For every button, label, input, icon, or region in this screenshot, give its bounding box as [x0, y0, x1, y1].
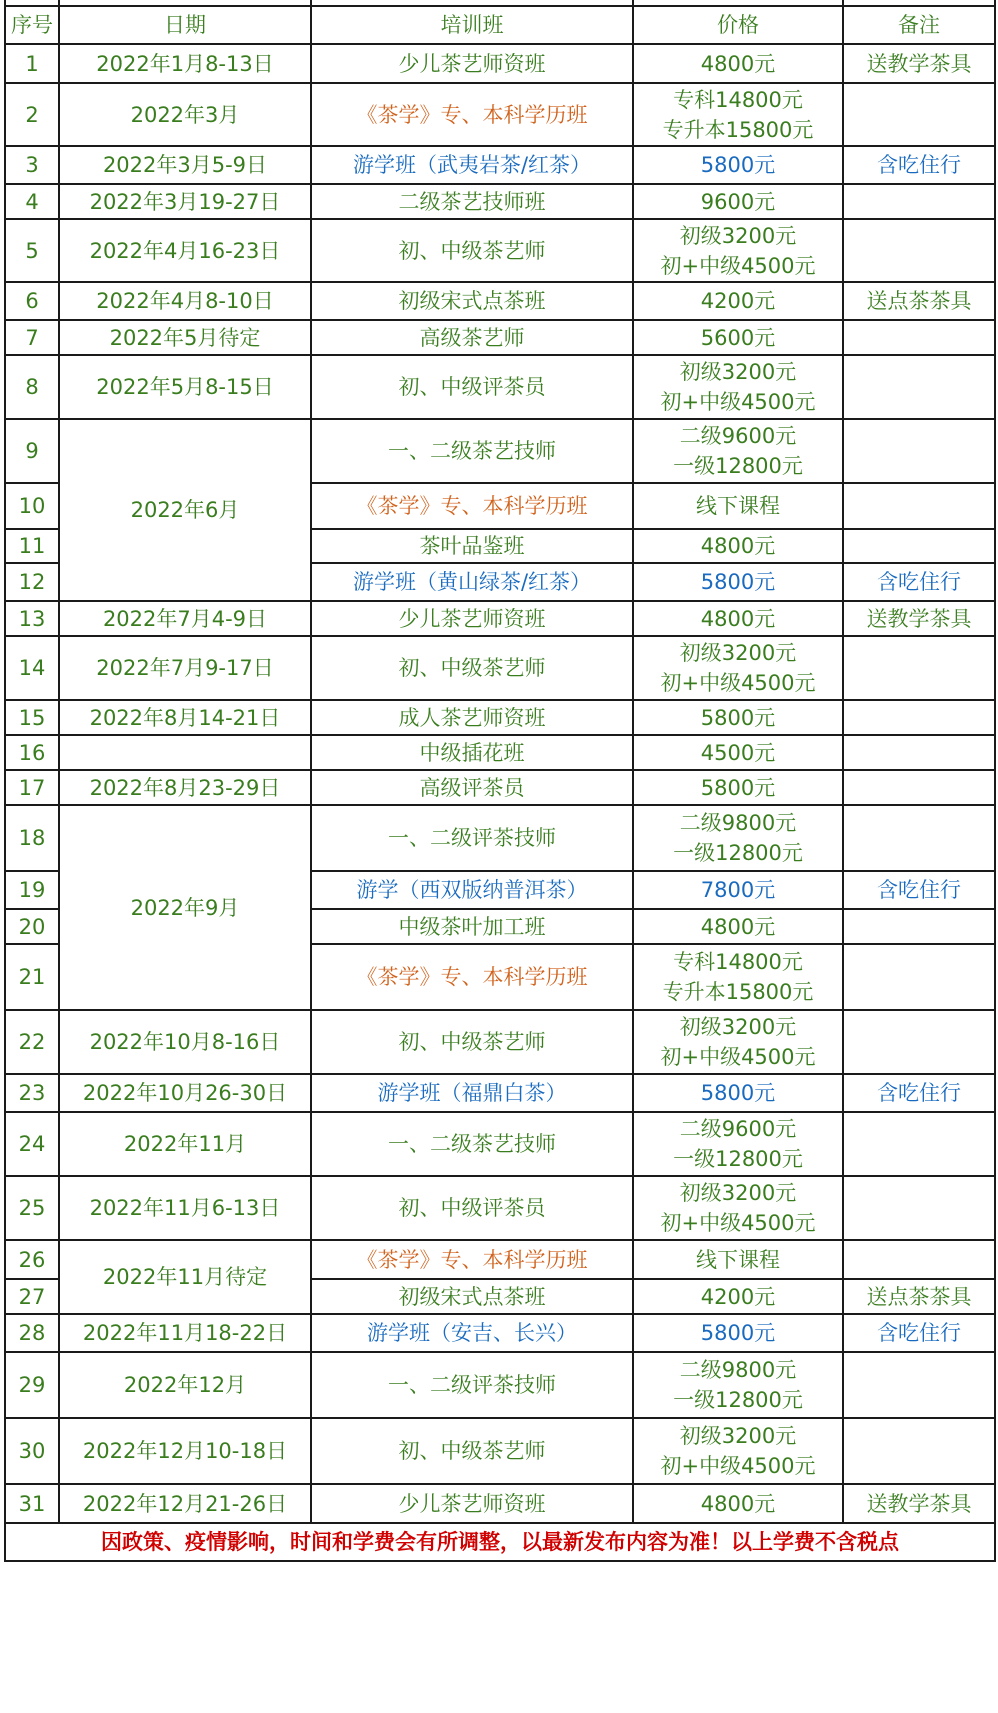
table-row — [5, 146, 995, 184]
row-number-cell: 21 — [5, 944, 59, 1010]
course-cell: 高级茶艺师 — [311, 320, 633, 355]
price-cell — [633, 871, 843, 909]
row-number-cell: 4 — [5, 184, 59, 219]
course-cell: 游学（西双版纳普洱茶） — [311, 871, 633, 909]
course-cell: 茶叶品鉴班 — [311, 529, 633, 563]
price-cell — [633, 483, 843, 529]
price-cell — [633, 146, 843, 184]
table-row — [5, 700, 995, 735]
course-cell: 成人茶艺师资班 — [311, 700, 633, 735]
date-cell: 2022年12月 — [59, 1352, 311, 1418]
table-row — [5, 320, 995, 355]
remark-cell — [843, 320, 995, 355]
price-line: 4800元 — [700, 51, 776, 76]
date-cell: 2022年8月14-21日 — [59, 700, 311, 735]
table-row — [5, 1314, 995, 1352]
row-number-cell: 31 — [5, 1484, 59, 1523]
course-cell: 初、中级茶艺师 — [311, 1418, 633, 1484]
course-cell: 初级宋式点茶班 — [311, 282, 633, 320]
course-cell: 游学班（黄山绿茶/红茶） — [311, 563, 633, 601]
price-cell — [633, 770, 843, 805]
schedule-table-container — [4, 0, 994, 1562]
date-cell: 2022年11月待定 — [59, 1240, 311, 1314]
price-line: 专科14800元 — [673, 950, 803, 974]
price-line: 初+中级4500元 — [660, 390, 816, 414]
course-cell: 《茶学》专、本科学历班 — [311, 944, 633, 1010]
price-line: 初级3200元 — [679, 641, 797, 665]
course-cell: 初、中级茶艺师 — [311, 219, 633, 282]
remark-cell — [843, 1176, 995, 1240]
price-line: 专升本15800元 — [662, 117, 814, 142]
course-cell: 中级插花班 — [311, 735, 633, 770]
price-cell — [633, 601, 843, 636]
course-cell: 《茶学》专、本科学历班 — [311, 83, 633, 146]
course-cell: 初级宋式点茶班 — [311, 1279, 633, 1314]
price-line: 二级9600元 — [679, 1117, 797, 1141]
date-cell: 2022年4月8-10日 — [59, 282, 311, 320]
price-cell — [633, 1418, 843, 1484]
price-cell — [633, 1010, 843, 1074]
row-number-cell: 3 — [5, 146, 59, 184]
course-cell: 初、中级茶艺师 — [311, 1010, 633, 1074]
price-line: 初级3200元 — [679, 1181, 797, 1205]
row-number-cell: 23 — [5, 1074, 59, 1112]
price-cell — [633, 944, 843, 1010]
price-line: 5800元 — [700, 570, 776, 594]
row-number-cell: 26 — [5, 1240, 59, 1279]
price-line: 5800元 — [700, 1081, 776, 1105]
price-cell — [633, 1074, 843, 1112]
remark-cell: 含吃住行 — [843, 146, 995, 184]
row-number-cell: 22 — [5, 1010, 59, 1074]
price-line: 7800元 — [700, 878, 776, 902]
course-cell: 一、二级评茶技师 — [311, 1352, 633, 1418]
course-cell: 一、二级茶艺技师 — [311, 419, 633, 483]
remark-cell — [843, 636, 995, 700]
remark-cell — [843, 735, 995, 770]
date-cell: 2022年10月26-30日 — [59, 1074, 311, 1112]
table-row — [5, 1176, 995, 1240]
price-cell — [633, 563, 843, 601]
table-row — [5, 1484, 995, 1523]
row-number-cell: 25 — [5, 1176, 59, 1240]
table-row — [5, 1010, 995, 1074]
course-cell: 二级茶艺技师班 — [311, 184, 633, 219]
remark-cell — [843, 184, 995, 219]
price-cell — [633, 700, 843, 735]
price-cell — [633, 355, 843, 419]
remark-cell: 送教学茶具 — [843, 44, 995, 83]
date-cell: 2022年6月 — [59, 419, 311, 601]
date-cell: 2022年10月8-16日 — [59, 1010, 311, 1074]
table-row — [5, 1240, 995, 1279]
table-row — [5, 184, 995, 219]
remark-cell: 含吃住行 — [843, 1074, 995, 1112]
remark-cell — [843, 219, 995, 282]
row-number-cell: 2 — [5, 83, 59, 146]
price-cell — [633, 1314, 843, 1352]
price-cell — [633, 219, 843, 282]
price-cell — [633, 1484, 843, 1523]
row-number-cell: 30 — [5, 1418, 59, 1484]
remark-cell: 含吃住行 — [843, 563, 995, 601]
remark-cell: 含吃住行 — [843, 1314, 995, 1352]
price-cell — [633, 184, 843, 219]
date-cell — [59, 735, 311, 770]
remark-cell — [843, 1112, 995, 1176]
table-row — [5, 1074, 995, 1112]
price-cell — [633, 1352, 843, 1418]
remark-cell — [843, 1418, 995, 1484]
remark-cell — [843, 529, 995, 563]
course-cell: 游学班（武夷岩茶/红茶） — [311, 146, 633, 184]
remark-cell — [843, 770, 995, 805]
price-line: 专科14800元 — [673, 87, 803, 112]
notice-text: 因政策、疫情影响，时间和学费会有所调整，以最新发布内容为准！以上学费不含税点 — [5, 1523, 995, 1561]
price-line: 一级12800元 — [673, 454, 803, 478]
header-cell-course: 培训班 — [311, 6, 633, 44]
table-row — [5, 355, 995, 419]
remark-cell: 送教学茶具 — [843, 601, 995, 636]
price-line: 5800元 — [700, 1321, 776, 1345]
price-cell — [633, 44, 843, 83]
header-cell-date: 日期 — [59, 6, 311, 44]
row-number-cell: 12 — [5, 563, 59, 601]
table-row — [5, 419, 995, 483]
course-cell: 《茶学》专、本科学历班 — [311, 1240, 633, 1279]
course-cell: 少儿茶艺师资班 — [311, 1484, 633, 1523]
price-line: 初+中级4500元 — [660, 671, 816, 695]
row-number-cell: 8 — [5, 355, 59, 419]
row-number-cell: 1 — [5, 44, 59, 83]
row-number-cell: 17 — [5, 770, 59, 805]
table-row — [5, 83, 995, 146]
header-cell-no: 序号 — [5, 6, 59, 44]
course-schedule-table — [4, 0, 996, 1562]
date-cell: 2022年1月8-13日 — [59, 44, 311, 83]
price-line: 4800元 — [700, 534, 776, 558]
course-cell: 少儿茶艺师资班 — [311, 44, 633, 83]
course-cell: 中级茶叶加工班 — [311, 909, 633, 944]
price-line: 4500元 — [700, 740, 776, 765]
price-cell — [633, 1240, 843, 1279]
remark-cell: 含吃住行 — [843, 871, 995, 909]
price-line: 一级12800元 — [673, 1147, 803, 1171]
table-row — [5, 44, 995, 83]
course-cell: 初、中级评茶员 — [311, 1176, 633, 1240]
price-cell — [633, 529, 843, 563]
row-number-cell: 6 — [5, 282, 59, 320]
price-cell — [633, 282, 843, 320]
remark-cell — [843, 1010, 995, 1074]
table-row — [5, 282, 995, 320]
remark-cell — [843, 805, 995, 871]
price-cell — [633, 320, 843, 355]
price-line: 4800元 — [700, 914, 776, 939]
course-cell: 初、中级评茶员 — [311, 355, 633, 419]
row-number-cell: 20 — [5, 909, 59, 944]
date-cell: 2022年11月 — [59, 1112, 311, 1176]
row-number-cell: 29 — [5, 1352, 59, 1418]
remark-cell — [843, 700, 995, 735]
table-row — [5, 601, 995, 636]
course-cell: 一、二级评茶技师 — [311, 805, 633, 871]
date-cell: 2022年11月6-13日 — [59, 1176, 311, 1240]
table-row — [5, 219, 995, 282]
price-line: 初级3200元 — [679, 1424, 797, 1448]
price-cell — [633, 636, 843, 700]
row-number-cell: 24 — [5, 1112, 59, 1176]
date-cell: 2022年12月21-26日 — [59, 1484, 311, 1523]
price-cell — [633, 1279, 843, 1314]
date-cell: 2022年7月4-9日 — [59, 601, 311, 636]
price-line: 9600元 — [700, 189, 776, 214]
price-line: 线下课程 — [696, 494, 780, 518]
remark-cell — [843, 355, 995, 419]
row-number-cell: 14 — [5, 636, 59, 700]
price-line: 初+中级4500元 — [660, 1211, 816, 1235]
price-line: 5800元 — [700, 705, 776, 730]
price-line: 4200元 — [700, 289, 776, 313]
course-cell: 少儿茶艺师资班 — [311, 601, 633, 636]
price-cell — [633, 419, 843, 483]
date-cell: 2022年9月 — [59, 805, 311, 1010]
price-line: 专升本15800元 — [662, 980, 814, 1004]
date-cell: 2022年11月18-22日 — [59, 1314, 311, 1352]
price-line: 4800元 — [700, 1491, 776, 1516]
price-cell — [633, 83, 843, 146]
remark-cell — [843, 1240, 995, 1279]
row-number-cell: 15 — [5, 700, 59, 735]
price-line: 二级9800元 — [679, 1358, 797, 1382]
row-number-cell: 13 — [5, 601, 59, 636]
header-cell-price: 价格 — [633, 6, 843, 44]
date-cell: 2022年8月23-29日 — [59, 770, 311, 805]
price-line: 4200元 — [700, 1284, 776, 1309]
date-cell: 2022年5月8-15日 — [59, 355, 311, 419]
price-cell — [633, 735, 843, 770]
course-cell: 高级评茶员 — [311, 770, 633, 805]
header-cell-note: 备注 — [843, 6, 995, 44]
row-number-cell: 11 — [5, 529, 59, 563]
table-row — [5, 1352, 995, 1418]
table-row — [5, 1418, 995, 1484]
header-row — [5, 6, 995, 44]
date-cell: 2022年3月19-27日 — [59, 184, 311, 219]
price-line: 初+中级4500元 — [660, 253, 816, 278]
row-number-cell: 18 — [5, 805, 59, 871]
row-number-cell: 10 — [5, 483, 59, 529]
remark-cell: 送点茶茶具 — [843, 282, 995, 320]
notice-row — [5, 1523, 995, 1561]
price-line: 一级12800元 — [673, 841, 803, 865]
remark-cell — [843, 483, 995, 529]
table-row — [5, 805, 995, 871]
course-cell: 一、二级茶艺技师 — [311, 1112, 633, 1176]
table-row — [5, 735, 995, 770]
price-cell — [633, 805, 843, 871]
price-line: 初级3200元 — [679, 1015, 797, 1039]
row-number-cell: 7 — [5, 320, 59, 355]
remark-cell — [843, 1352, 995, 1418]
price-line: 初级3200元 — [679, 360, 797, 384]
price-cell — [633, 909, 843, 944]
row-number-cell: 9 — [5, 419, 59, 483]
row-number-cell: 5 — [5, 219, 59, 282]
price-line: 5800元 — [700, 153, 776, 177]
date-cell: 2022年5月待定 — [59, 320, 311, 355]
table-row — [5, 770, 995, 805]
date-cell: 2022年3月 — [59, 83, 311, 146]
price-line: 初+中级4500元 — [660, 1045, 816, 1069]
price-line: 一级12800元 — [673, 1388, 803, 1412]
price-line: 二级9800元 — [679, 811, 797, 835]
row-number-cell: 16 — [5, 735, 59, 770]
date-cell: 2022年4月16-23日 — [59, 219, 311, 282]
price-line: 线下课程 — [696, 1247, 780, 1272]
price-line: 5800元 — [700, 775, 776, 800]
remark-cell — [843, 419, 995, 483]
course-cell: 游学班（安吉、长兴） — [311, 1314, 633, 1352]
price-line: 4800元 — [700, 606, 776, 631]
price-line: 5600元 — [700, 325, 776, 350]
price-line: 初级3200元 — [679, 223, 797, 248]
table-row — [5, 636, 995, 700]
price-cell — [633, 1176, 843, 1240]
price-cell — [633, 1112, 843, 1176]
remark-cell — [843, 909, 995, 944]
price-line: 初+中级4500元 — [660, 1454, 816, 1478]
remark-cell — [843, 83, 995, 146]
remark-cell — [843, 944, 995, 1010]
course-cell: 《茶学》专、本科学历班 — [311, 483, 633, 529]
table-row — [5, 1112, 995, 1176]
course-cell: 游学班（福鼎白茶） — [311, 1074, 633, 1112]
course-cell: 初、中级茶艺师 — [311, 636, 633, 700]
price-line: 二级9600元 — [679, 424, 797, 448]
row-number-cell: 19 — [5, 871, 59, 909]
date-cell: 2022年7月9-17日 — [59, 636, 311, 700]
date-cell: 2022年3月5-9日 — [59, 146, 311, 184]
row-number-cell: 27 — [5, 1279, 59, 1314]
row-number-cell: 28 — [5, 1314, 59, 1352]
remark-cell: 送点茶茶具 — [843, 1279, 995, 1314]
date-cell: 2022年12月10-18日 — [59, 1418, 311, 1484]
remark-cell: 送教学茶具 — [843, 1484, 995, 1523]
